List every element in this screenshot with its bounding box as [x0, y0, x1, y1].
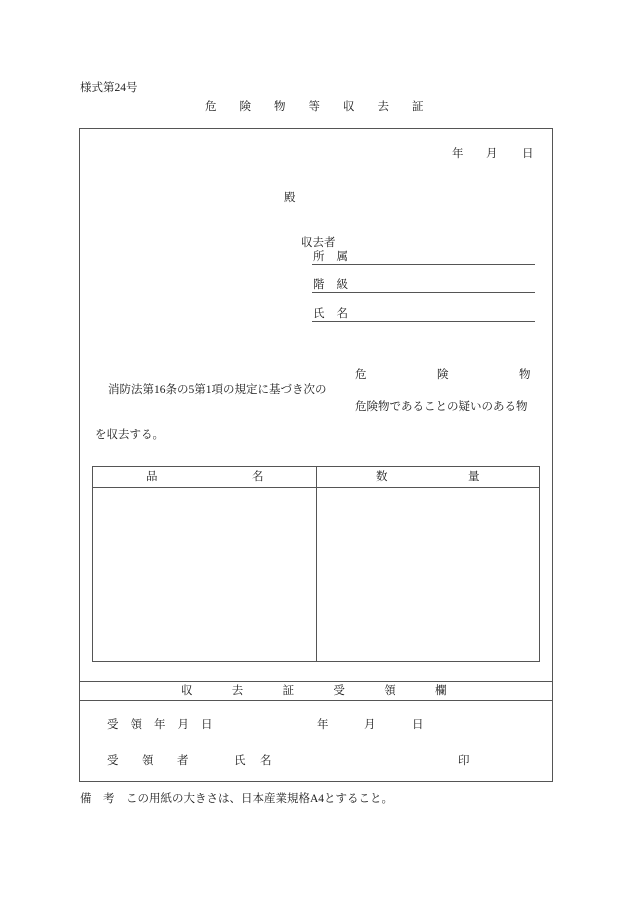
collector-name-field: [312, 307, 535, 322]
form-frame: [79, 128, 601, 782]
header-cell-item-name: [93, 467, 358, 487]
header-label-item-name: 品名: [146, 471, 358, 483]
receipt-date-label: 受領年月日: [107, 719, 225, 731]
receipt-date-month-label: 月: [364, 719, 376, 731]
footnote-text: この用紙の大きさは、日本産業規格A4とすること。: [126, 793, 394, 805]
recipient-name-label: 氏名: [234, 755, 286, 767]
items-table-body: [93, 488, 539, 661]
statement-closing-text: を収去する。: [95, 429, 164, 441]
item-name-cell: [93, 488, 317, 661]
collector-affiliation-label: 所属: [313, 251, 360, 263]
issue-date-year-label: 年: [452, 148, 464, 160]
issue-date-month-label: 月: [486, 148, 498, 160]
statement-lead-text: 消防法第16条の5第1項の規定に基づき次の: [108, 384, 327, 396]
collector-heading: 収去者: [301, 237, 336, 249]
receipt-heading-band: [80, 682, 552, 701]
items-table: [92, 466, 560, 662]
addressee-honorific: 殿: [284, 192, 296, 204]
collector-rank-label: 階級: [313, 279, 360, 291]
receipt-section: [80, 681, 552, 781]
seal-mark: 印: [458, 755, 470, 767]
recipient-label: 受領者: [107, 755, 212, 767]
collector-affiliation-field: [312, 250, 535, 265]
footnote-label: 備考: [80, 793, 126, 805]
quantity-cell: [317, 488, 539, 661]
header-cell-quantity: [317, 467, 560, 487]
issue-date-day-label: 日: [522, 148, 534, 160]
statement-option-hazardous-material: 危険物: [355, 369, 601, 381]
receipt-heading: 収去証受領欄: [181, 685, 486, 697]
collector-name-label: 氏名: [313, 308, 360, 320]
receipt-date-day-label: 日: [412, 719, 424, 731]
form-number: 様式第24号: [80, 82, 138, 94]
receipt-date-year-label: 年: [317, 719, 329, 731]
form-title: 危険物等収去証: [205, 101, 447, 113]
items-table-header: [93, 467, 560, 488]
statement-option-suspected-material: 危険物であることの疑いのある物: [355, 401, 528, 413]
collector-rank-field: [312, 278, 535, 293]
header-label-quantity: 数量: [376, 471, 560, 483]
